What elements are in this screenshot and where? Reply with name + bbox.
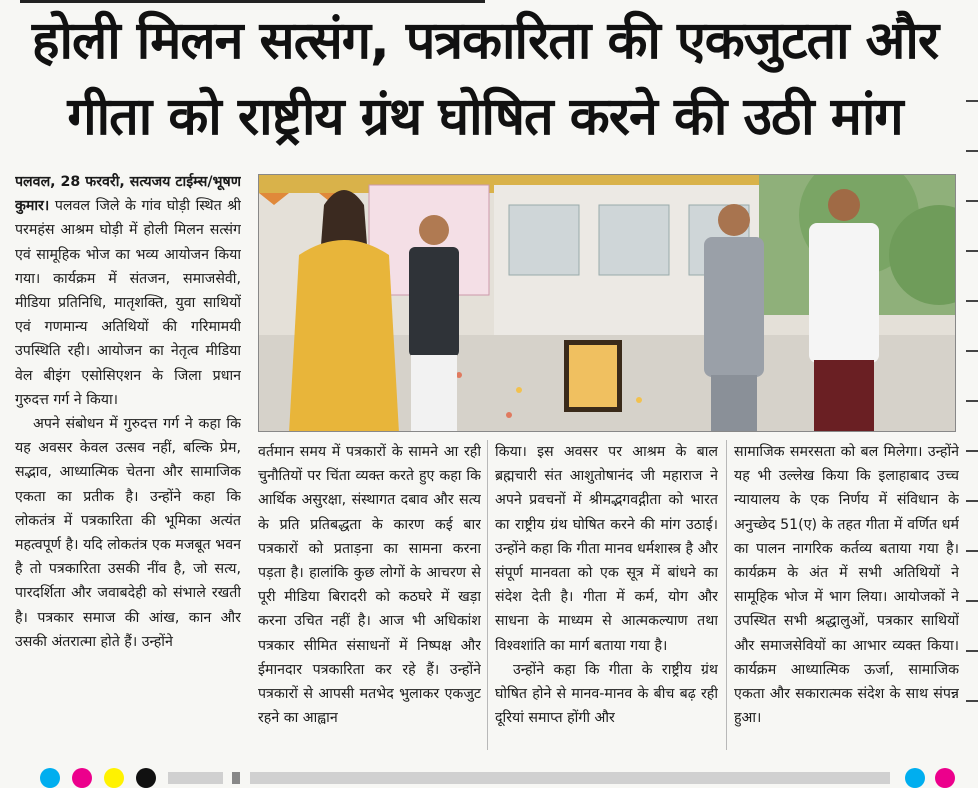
dateline: पलवल, 28 फरवरी, सत्यजय टाईम्स/भूषण कुमार। [15, 174, 241, 215]
gray-registration-block [250, 772, 890, 784]
paragraph-2: अपने संबोधन में गुरुदत्त गर्ग ने कहा कि यह अवसर केवल उत्सव नहीं, बल्कि प्रेम, सद्भाव, आध्यात्मिक चेतना और सामाजिक एकता का प्रतीक है। उन्होंने कहा कि लोकतंत्र में पत्रकारिता की भूमिका अत्यंत महत्वपूर्ण है। यदि लोकतंत्र एक मजबूत भवन है तो पत्रकारिता उसकी नींव है, जो सत्य, पारदर्शिता और जवाबदेही को संभाले रखती है। पत्रकार समाज की आंख, कान और उसकी अंतरात्मा होते हैं। उन्होंने [15, 416, 241, 650]
registration-mark-icon [232, 772, 240, 784]
column-divider [726, 440, 727, 750]
black-registration-dot [136, 768, 156, 788]
article-column-3 [495, 440, 718, 758]
article-column-4 [734, 440, 959, 758]
headline-line-2: गीता को राष्ट्रीय ग्रंथ घोषित करने की उठी मांग [67, 87, 903, 147]
paragraph-6: सामाजिक समरसता को बल मिलेगा। उन्होंने यह भी उल्लेख किया कि इलाहाबाद उच्च न्यायालय के एक निर्णय में संविधान के अनुच्छेद 51(ए) के तहत गीता में वर्णित धर्म का पालन नागरिक कर्तव्य बताया गया है। कार्यक्रम के अंत में सभी अतिथियों ने सामूहिक भोज में भाग लिया। आयोजकों ने उपस्थित सभी श्रद्धालुओं, पत्रकार साथियों और समाजसेवियों का आभार व्यक्त किया। कार्यक्रम आध्यात्मिक ऊर्जा, सामाजिक एकता और सकारात्मक संदेश के साथ संपन्न हुआ। [734, 444, 959, 727]
paragraph-4: किया। इस अवसर पर आश्रम के बाल ब्रह्मचारी संत आशुतोषानंद जी महाराज ने अपने प्रवचनों में श्रीमद्भगवद्गीता को भारत का राष्ट्रीय ग्रंथ घोषित करने की मांग उठाई। उन्होंने कहा कि गीता मानव धर्मशास्त्र है और संपूर्ण मानवता को एक सूत्र में बांधने का संदेश देती है। गीता में कर्म, योग और साधना के माध्यम से आत्मकल्याण तथा विश्वशांति का मार्ग बताया गया है। [495, 444, 718, 654]
cyan-registration-dot [40, 768, 60, 788]
paragraph-1: पलवल जिले के गांव घोड़ी स्थित श्री परमहंस आश्रम घोड़ी में होली मिलन सत्संग एवं सामूहिक भोज का भव्य आयोजन किया गया। कार्यक्रम में संतजन, समाजसेवी, मीडिया प्रतिनिधि, मातृशक्ति, युवा साथियों एवं गणमान्य अतिथियों की गरिमामयी उपस्थिति रही। आयोजन का नेतृत्व मीडिया वेल बीइंग एसोसिएशन के जिला प्रधान गुरुदत्त गर्ग ने किया। [15, 198, 241, 408]
magenta-registration-dot [72, 768, 92, 788]
paragraph-5: उन्होंने कहा कि गीता के राष्ट्रीय ग्रंथ घोषित होने से मानव-मानव के बीच बढ़ रही दूरियां समाप्त होंगी और [495, 661, 718, 727]
yellow-registration-dot [104, 768, 124, 788]
paragraph-3: वर्तमान समय में पत्रकारों के सामने आ रही चुनौतियों पर चिंता व्यक्त करते हुए कहा कि आर्थिक असुरक्षा, संस्थागत दबाव और सत्य के प्रति प्रतिबद्धता के कारण कई बार पत्रकारों को प्रताड़ना का सामना करना पड़ता है। हालांकि कुछ लोगों के आचरण से पूरी मीडिया बिरादरी को कठघरे में खड़ा करना उचित नहीं है। आज भी अधिकांश पत्रकार सीमित संसाधनों में निष्पक्ष और ईमानदार पत्रकारिता कर रहे हैं। उन्होंने पत्रकारों से आपसी मतभेद भुलाकर एकजुट रहने का आह्वान [258, 444, 481, 727]
column-divider [487, 440, 488, 750]
article-column-2 [258, 440, 481, 758]
event-photo [258, 174, 956, 432]
gray-registration-block [168, 772, 223, 784]
headline-line-1: होली मिलन सत्संग, पत्रकारिता की एकजुटता और [31, 11, 939, 71]
top-rule [20, 0, 485, 3]
magenta-registration-dot [935, 768, 955, 788]
cyan-registration-dot [905, 768, 925, 788]
article-column-1 [15, 170, 241, 756]
adjacent-column-edge [964, 0, 978, 786]
